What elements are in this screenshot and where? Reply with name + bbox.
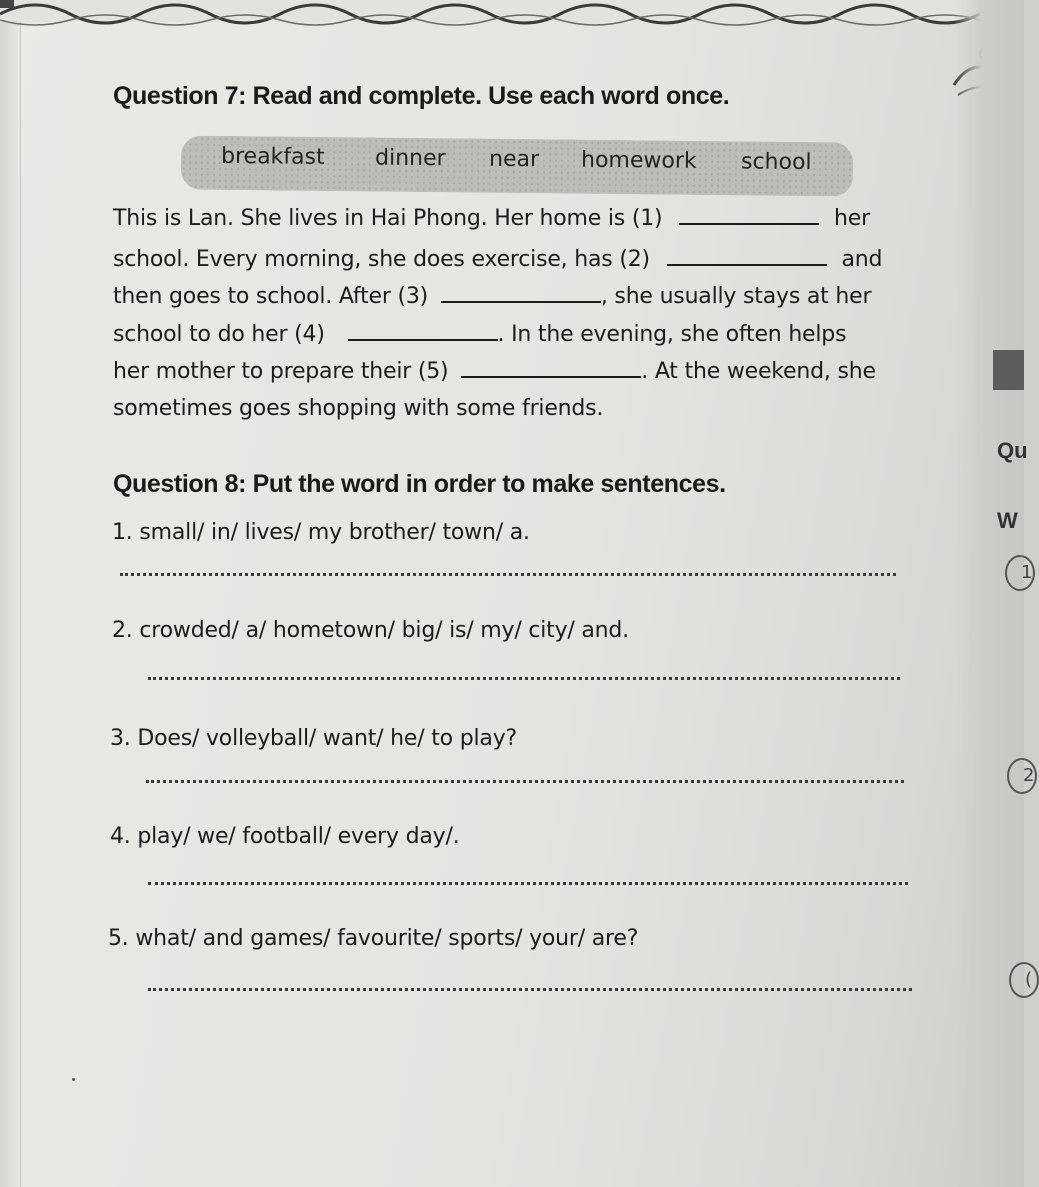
passage-text: school to do her (4) bbox=[113, 322, 325, 347]
word-bank-item: near bbox=[488, 146, 540, 173]
answer-blank-1[interactable] bbox=[679, 222, 819, 225]
passage-text: and bbox=[841, 247, 883, 272]
passage-text: her bbox=[834, 206, 870, 231]
page-speck bbox=[72, 1078, 75, 1081]
sentence-item: 3. Does/ volleyball/ want/ he/ to play? bbox=[110, 726, 517, 751]
passage-text: school. Every morning, she does exercise, has (2) bbox=[113, 247, 650, 272]
passage-text: sometimes goes shopping with some friends. bbox=[113, 396, 604, 421]
passage-text: , she usually stays at her bbox=[600, 284, 872, 309]
word-bank-item: dinner bbox=[374, 145, 446, 172]
passage-line bbox=[113, 206, 870, 231]
question-8-heading: Question 8: Put the word in order to make sentences. bbox=[113, 470, 726, 498]
passage-text: . At the weekend, she bbox=[641, 359, 876, 384]
adjacent-fragment: Qu bbox=[997, 438, 1028, 463]
answer-line-4[interactable] bbox=[148, 882, 908, 885]
passage-line bbox=[113, 322, 846, 347]
answer-blank-4[interactable] bbox=[348, 338, 498, 341]
answer-line-2[interactable] bbox=[148, 677, 900, 680]
word-bank bbox=[181, 135, 854, 196]
sentence-item: 4. play/ we/ football/ every day/. bbox=[110, 824, 460, 849]
answer-line-5[interactable] bbox=[148, 988, 912, 991]
answer-blank-3[interactable] bbox=[441, 300, 601, 303]
sentence-item: 2. crowded/ a/ hometown/ big/ is/ my/ city/ and. bbox=[112, 618, 629, 643]
passage-line bbox=[113, 247, 882, 272]
passage-line bbox=[113, 396, 603, 421]
decorative-top-border bbox=[0, 0, 1024, 40]
word-bank-item: school bbox=[740, 149, 812, 176]
answer-line-3[interactable] bbox=[146, 780, 904, 783]
passage-text: her mother to prepare their (5) bbox=[113, 359, 449, 384]
question-7-heading: Question 7: Read and complete. Use each word once. bbox=[113, 82, 730, 110]
adjacent-page-edge bbox=[955, 0, 1035, 1187]
adjacent-number-circle: 1 bbox=[1005, 555, 1035, 591]
page-binding bbox=[0, 0, 21, 1187]
passage-text: then goes to school. After (3) bbox=[113, 284, 429, 309]
passage-text: . In the evening, she often helps bbox=[497, 322, 847, 347]
adjacent-number-circle: ( bbox=[1009, 962, 1039, 998]
sentence-item: 1. small/ in/ lives/ my brother/ town/ a. bbox=[112, 520, 530, 545]
adjacent-number-circle: 2 bbox=[1007, 758, 1037, 794]
word-bank-item: homework bbox=[580, 147, 697, 174]
answer-line-1[interactable] bbox=[120, 573, 896, 576]
sentence-item: 5. what/ and games/ favourite/ sports/ your/ are? bbox=[108, 926, 639, 951]
adjacent-fragment: W bbox=[997, 508, 1018, 533]
answer-blank-2[interactable] bbox=[667, 263, 827, 266]
word-bank-item: breakfast bbox=[220, 143, 325, 170]
answer-blank-5[interactable] bbox=[461, 375, 641, 378]
passage-line bbox=[113, 284, 871, 309]
adjacent-page-tab bbox=[993, 350, 1024, 390]
passage-text: This is Lan. She lives in Hai Phong. Her home is (1) bbox=[113, 206, 663, 231]
passage-line bbox=[113, 359, 876, 384]
